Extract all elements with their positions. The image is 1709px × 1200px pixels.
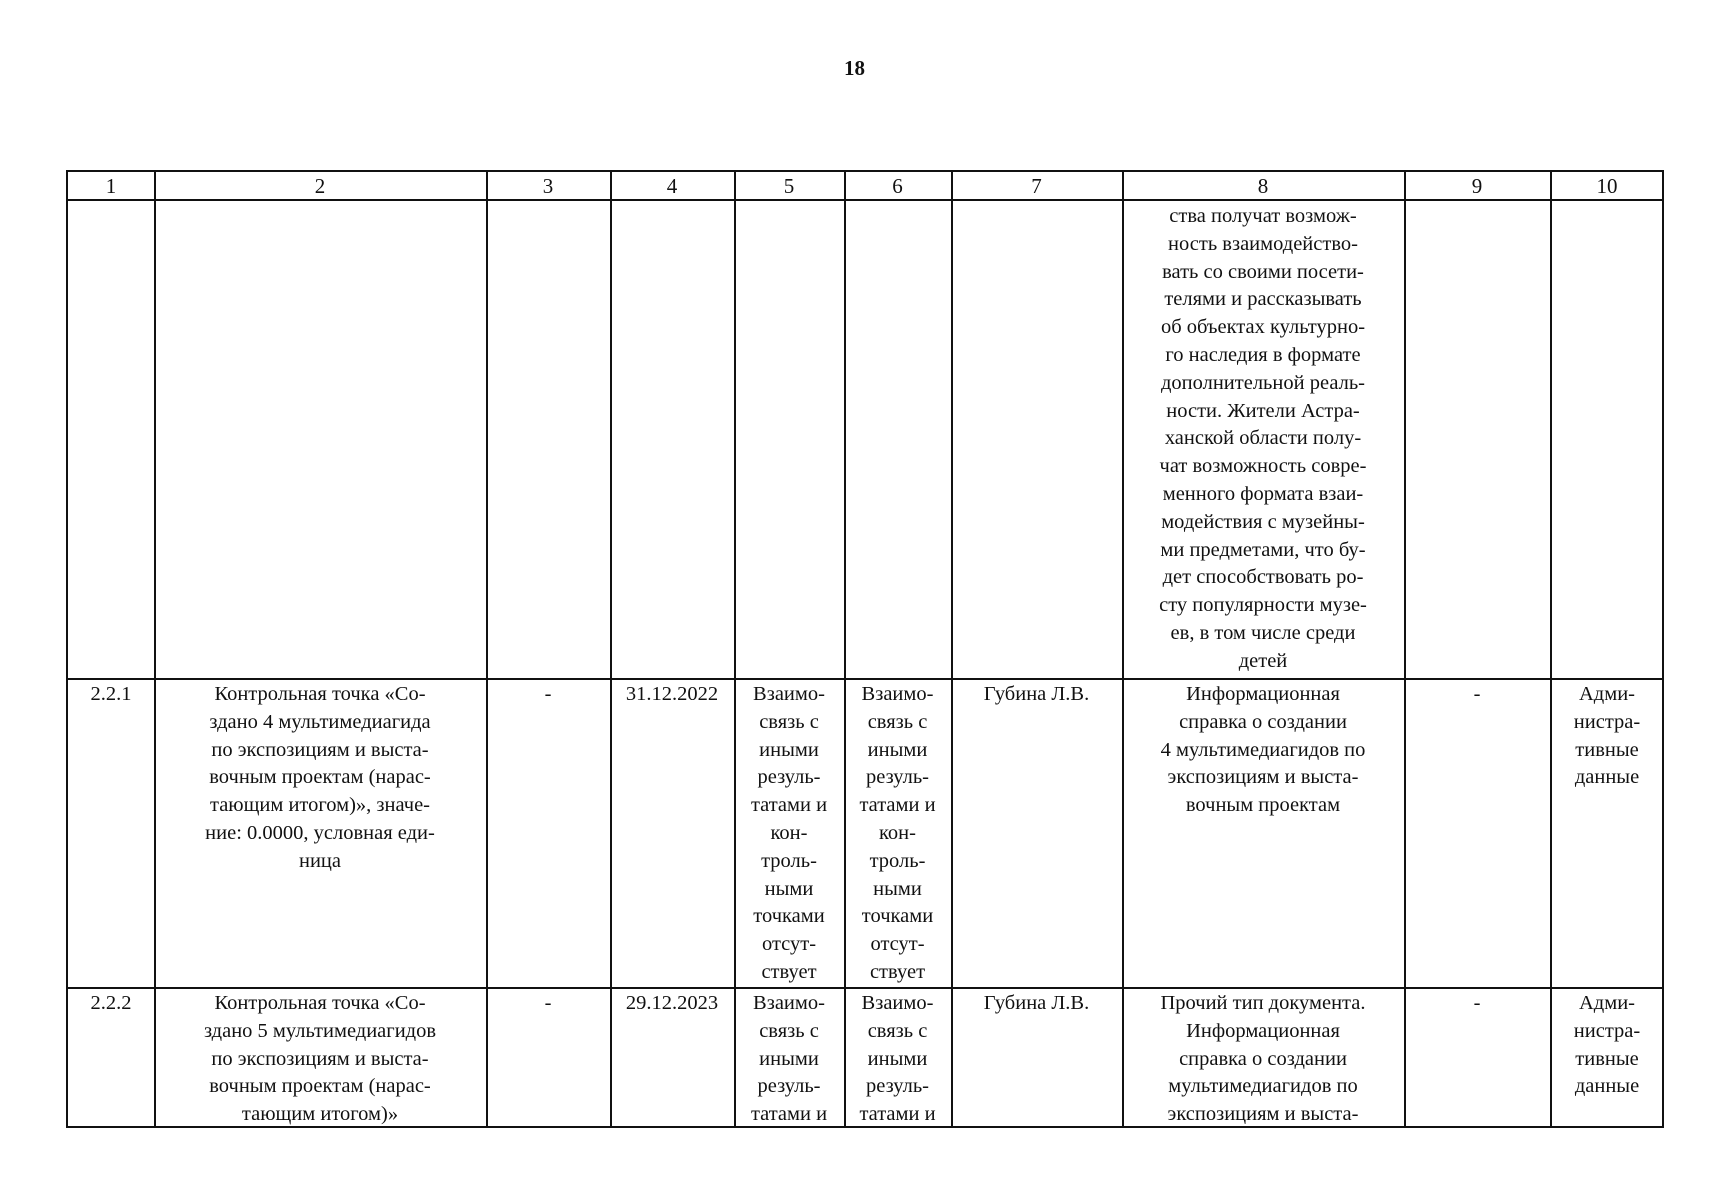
column-header: 10 bbox=[1596, 174, 1618, 198]
relation-cell: Взаимо- связь с иными резуль- татами и bbox=[859, 992, 936, 1126]
milestone-name-cell: Контрольная точка «Со- здано 5 мультимедиагидов по экспозициям и выста- вочным проектам (нарас- тающим итогом)» bbox=[203, 992, 437, 1126]
data-source-cell: Адми- нистра- тивные данные bbox=[1573, 992, 1641, 1098]
relation-cell: Взаимо- связь с иными резуль- татами и кон- троль- ными точками отсут- ствует bbox=[859, 683, 936, 983]
column-header: 5 bbox=[783, 174, 795, 198]
column-header: 6 bbox=[892, 174, 903, 198]
row-number-cell: 2.2.2 bbox=[90, 992, 132, 1014]
column-header: 7 bbox=[1031, 174, 1042, 198]
column-header: 1 bbox=[105, 174, 117, 198]
data-table bbox=[66, 170, 1664, 1128]
column-header: 9 bbox=[1471, 174, 1483, 198]
row-number-cell: 2.2.1 bbox=[90, 683, 132, 705]
column-header: 2 bbox=[314, 174, 326, 198]
col9-cell: - bbox=[1473, 683, 1481, 705]
date-cell: 31.12.2022 bbox=[625, 683, 719, 705]
continued-text-cell: ства получат возмож- ность взаимодейство- вать со своими посети- телями и рассказывать об объектах культурно- го наследия в формате дополнительной реаль- ности. Жители Астра- ханской области полу- чат возможность совре- менного формата взаи- модействия с музейны- ми предметами, что бу- дет способствовать ро- сту популярности музе- ев, в том числе среди детей bbox=[1159, 205, 1367, 672]
relation-cell: Взаимо- связь с иными резуль- татами и кон- троль- ными точками отсут- ствует bbox=[750, 683, 828, 983]
header-divider bbox=[68, 199, 1662, 201]
date-cell: 29.12.2023 bbox=[625, 992, 719, 1014]
column-header: 4 bbox=[666, 174, 678, 198]
responsible-cell: Губина Л.В. bbox=[983, 683, 1090, 705]
page-number: 18 bbox=[844, 56, 865, 80]
relation-cell: Взаимо- связь с иными резуль- татами и bbox=[750, 992, 828, 1126]
data-source-cell: Адми- нистра- тивные данные bbox=[1573, 683, 1641, 789]
milestone-name-cell: Контрольная точка «Со- здано 4 мультимедиагида по экспозициям и выста- вочным проектам (нарас- тающим итогом)», значе- ние: 0.0000, условная еди- ница bbox=[205, 683, 435, 872]
document-cell: Прочий тип документа. Информационная справка о создании мультимедиагидов по экспозициям и выста- bbox=[1160, 992, 1366, 1126]
document-cell: Информационная справка о создании 4 мультимедиагидов по экспозициям и выста- вочным проектам bbox=[1160, 683, 1366, 817]
column-header: 3 bbox=[542, 174, 554, 198]
responsible-cell: Губина Л.В. bbox=[983, 992, 1090, 1014]
column-header: 8 bbox=[1257, 174, 1269, 198]
col3-cell: - bbox=[544, 992, 552, 1014]
col9-cell: - bbox=[1473, 992, 1481, 1014]
col3-cell: - bbox=[544, 683, 552, 705]
